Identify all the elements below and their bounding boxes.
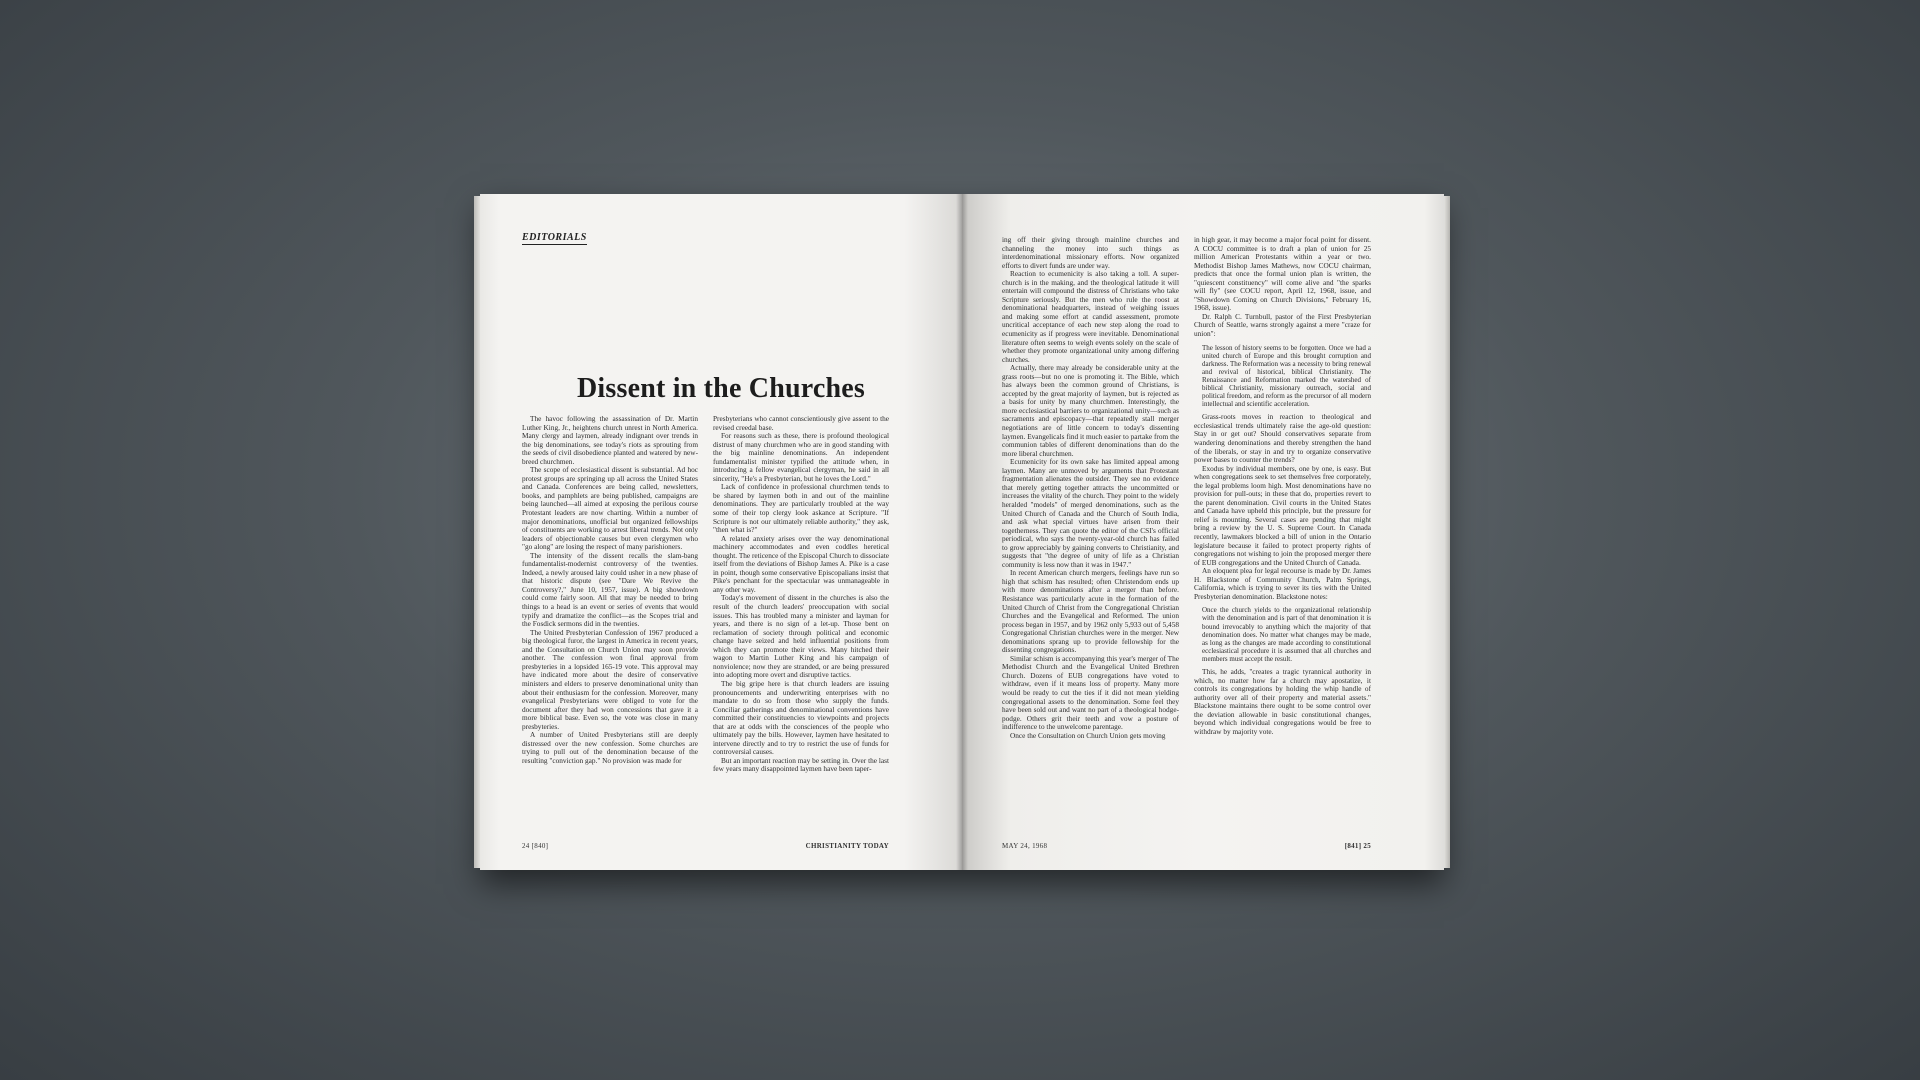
paragraph: Dr. Ralph C. Turnbull, pastor of the First Presbyterian Church of Seattle, warns strongly against a mere "craze for union": <box>1194 311 1371 339</box>
magazine-name: CHRISTIANITY TODAY <box>805 842 889 850</box>
paragraph: A number of United Presbyterians still are deeply distressed over the new confession. Some churches are trying to pull out of the denomination because of the resulting "conviction gap." No provision was made for <box>522 730 698 765</box>
paragraph: But an important reaction may be setting in. Over the last few years many disappointed laymen have been taper- <box>713 755 889 774</box>
paragraph: Today's movement of dissent in the churches is also the result of the church leaders' preoccupation with social issues. This has troubled many a minister and layman for years, and there is no sign of a let-up. Those bent on reclamation of society through political and economic change have seized and held influential positions from which they can promote their views. Many hitched their wagon to Martin Luther King and his campaign of nonviolence; now they are stranded, or are being pressured into adopting more overt and disruptive tactics. <box>713 593 889 680</box>
paragraph: Grass-roots moves in reaction to theological and ecclesiastical trends ultimately raise the age-old question: Stay in or get out? Should conservatives separate from wandering denominations and thereby strengthen the hand of the liberals, or stay in and try to organize conservative power bases to counter the trends? <box>1194 412 1371 465</box>
paragraph: The big gripe here is that church leaders are issuing pronouncements and underwriting enterprises with no mandate to do so from those who supply the funds. Conciliar gatherings and denominational conventions have committed their constituencies to viewpoints and projects that are at odds with the consciences of the people who ultimately pay the bills. However, laymen have hesitated to intervene directly and to try to restrict the use of funds for controversial causes. <box>713 678 889 757</box>
paragraph: For reasons such as these, there is profound theological distrust of many churchmen who are in good standing with the big mainline denominations. An independent fundamentalist minister typified the attitude when, in introducing a fellow evangelical clergyman, he said in all sincerity, "He's a Presbyterian, but he loves the Lord." <box>713 431 889 483</box>
paragraph: Similar schism is accompanying this year's merger of The Methodist Church and the Evangelical United Brethren Church. Dozens of EUB congregations have voted to withdraw, even if it means loss of property. Many more would be ready to cut the ties if it did not mean yielding congregational assets to the denomination. Some feel they have been sold out and want no part of a theological hodge-podge. Others grit their teeth and vow a posture of indifference to the unwelcome parentage. <box>1002 653 1179 732</box>
right-page <box>962 194 1444 870</box>
magazine-spread <box>480 194 1444 870</box>
paragraph: In recent American church mergers, feelings have run so high that schism has resulted; often Christendom ends up with more denominations after a merger than before. Resistance was particularly acute in the formation of the United Church of Christ from the Congregational Christian Churches and the Evangelical and Reformed. The union process began in 1957, and by 1962 only 5,933 out of 5,458 Congregational Christian churches were in the merger. New denominations sprang up to provide fellowship for the dissenting congregations. <box>1002 568 1179 655</box>
paragraph: in high gear, it may become a major focal point for dissent. A COCU committee is to draft a plan of union for 25 million American Protestants within a year or two. Methodist Bishop James Mathews, now COCU chairman, predicts that once the formal union plan is written, the "quiescent constituency" will come alive and "the sparks will fly" (see COCU report, April 12, 1968, issue, and "Showdown Coming on Church Divisions," February 16, 1968, issue). <box>1194 236 1371 313</box>
paragraph: Exodus by individual members, one by one, is easy. But when congregations seek to set themselves free corporately, the legal problems loom high. Most denominations have no provision for pull-outs; in these that do, properties revert to the parent denomination. Civil courts in the United States and Canada have upheld this principle, but the pressure for relief is mounting. Several cases are pending that might bring a review by the U. S. Supreme Court. In Canada recently, lawmakers blocked a bill of union in the Ontario legislature because it failed to protect property rights of congregations not wishing to join the proposed merger there of EUB congregations and the United Church of Canada. <box>1194 463 1371 567</box>
paragraph: The United Presbyterian Confession of 1967 produced a big theological furor, the largest in America in recent years, and the Consultation on Church Union may soon provide another. The confession won final approval from presbyteries in a lopsided 165-19 vote. This approval may have indicated more about the desire of conservative ministers and elders to preserve denominational unity than about their enthusiasm for the confession. Moreover, many evangelical Presbyterians were obliged to vote for the document after they had won concessions that gave it a more biblical base. Even so, the vote was close in many presbyteries. <box>522 627 698 731</box>
paragraph: An eloquent plea for legal recourse is made by Dr. James H. Blackstone of Community Church, Palm Springs, California, which is trying to sever its ties with the United Presbyterian denomination. Blackstone notes: <box>1194 566 1371 601</box>
article-headline: Dissent in the Churches <box>576 373 865 404</box>
paragraph: This, he adds, "creates a tragic tyrannical authority in which, no matter how far a church may apostatize, it controls its congregations by holding the whip handle of authority over all of their property and material assets." Blackstone maintains there ought to be some control over the deviation allowable in basic constitutional changes, beyond which individual congregations would be free to withdraw by majority vote. <box>1194 667 1371 736</box>
right-column-2 <box>1194 236 1371 825</box>
paragraph: Ecumenicity for its own sake has limited appeal among laymen. Many are unmoved by arguments that Protestant fragmentation alienates the outsider. They see no evidence that merely getting together attracts the uncommitted or increases the vitality of the church. They point to the widely heralded "models" of merged denominations, such as the United Church of Canada and the Church of South India, and ask what special virtues have arisen from their togetherness. They can quote the editor of the CSI's official periodical, who says the twenty-year-old church has failed to grow appreciably by gaining converts to Christianity, and suggests that "the degree of unity of life as a Christian community is less now than it was in 1947." <box>1002 457 1179 569</box>
paragraph: The scope of ecclesiastical dissent is substantial. Ad hoc protest groups are springing up all across the United States and Canada. Conferences are being called, newsletters, books, and pamphlets are being published, campaigns are being launched—all aimed at exposing the perilous course Protestant leaders are now charting. Within a number of major denominations, unofficial but organized fellowships of constituents are working to arrest liberal trends. Not only leaders of objectionable causes but even clergymen who "go along" are losing the respect of many parishioners. <box>522 465 698 552</box>
paragraph: A related anxiety arises over the way denominational machinery accommodates and even coddles heretical thought. The reticence of the Episcopal Church to dissociate itself from the deviations of Bishop James A. Pike is a case in point, though some conservative Episcopalians insist that Pike's penchant for the spectacular was unmanageable in any other way. <box>713 533 889 594</box>
paragraph: Presbyterians who cannot conscientiously give assent to the revised creedal base. <box>713 415 889 432</box>
paragraph: Actually, there may already be considerable unity at the grass roots—but no one is promoting it. The Bible, which has always been the common ground of Christians, is accepted by the great majority of laymen, but is rejected as a basis for unity by many churchmen. Interestingly, the more ecclesiastical barriers to organizational unity—such as sacraments and episcopacy—that repeatedly stall merger negotiations are of little concern to today's dissenting laymen. Evangelicals find it much easier to partake from the communion tables of different denominations than do the more liberal churchmen. <box>1002 363 1179 458</box>
paragraph: The havoc following the assassination of Dr. Martin Luther King, Jr., heightens church unrest in North America. Many clergy and laymen, already indignant over trends in the big denominations, see today's riots as sprouting from the seeds of civil disobedience planted and watered by new-breed churchmen. <box>522 415 698 466</box>
spine-shadow <box>956 194 968 870</box>
block-quote: The lesson of history seems to be forgotten. Once we had a united church of Europe and this brought corruption and darkness. The Reformation was a necessity to bring renewal and revival of historical, biblical Christianity. The Renaissance and Reformation marked the watershed of biblical Christianity, missionary outreach, social and political freedom, and reform as the precursor of all modern intellectual and scientific acceleration. <box>1202 343 1371 409</box>
left-column-2 <box>713 415 889 825</box>
page-number-left: 24 [840] <box>522 842 549 850</box>
left-page <box>480 194 962 870</box>
paragraph: Lack of confidence in professional churchmen tends to be shared by laymen both in and out of the mainline denominations. They are particularly troubled at the way some of their top clergy look askance at Scripture. "If Scripture is not our ultimately reliable authority," they ask, "then what is?" <box>713 482 889 535</box>
paragraph: Reaction to ecumenicity is also taking a toll. A super-church is in the making, and the theological latitude it will entertain will compound the distress of Christians who take Scripture seriously. But the men who rule the roost at denominational headquarters, instead of weighing issues and making some effort at candid assessment, promote uncritical acceptance of each new step along the road to ecumenicity as if progress were inevitable. Denominational literature often seems to weigh events solely on the scale of whether they promote organizational unity among differing churches. <box>1002 269 1179 364</box>
page-edge-right <box>1444 196 1450 868</box>
section-label: EDITORIALS <box>522 232 587 243</box>
page-number-right: [841] 25 <box>1344 842 1371 850</box>
issue-date: MAY 24, 1968 <box>1002 842 1048 850</box>
block-quote: Once the church yields to the organizational relationship with the denomination and is part of that denomination it is bound irrevocably to anything which the majority of that denomination does. No matter what changes may be made, as long as the changes are made according to constitutional ecclesiastical procedure it is assumed that all churches and members must accept the result. <box>1202 606 1371 663</box>
left-column-1 <box>522 415 698 825</box>
right-column-1 <box>1002 236 1179 825</box>
paragraph: The intensity of the dissent recalls the slam-bang fundamentalist-modernist controversy of the twenties. Indeed, a newly aroused laity could usher in a new phase of that historic dispute (see "Dare We Revive the Controversy?," June 10, 1957, issue). A big showdown could come fairly soon. All that may be needed to bring things to a head is an event or series of events that would typify and dramatize the conflict—as the Scopes trial and the Fosdick sermons did in the twenties. <box>522 550 698 629</box>
paragraph: ing off their giving through mainline churches and channeling the money into such things as interdenominational missionary efforts. Now organized efforts to divert funds are under way. <box>1002 236 1179 270</box>
paragraph: Once the Consultation on Church Union gets moving <box>1010 730 1166 740</box>
